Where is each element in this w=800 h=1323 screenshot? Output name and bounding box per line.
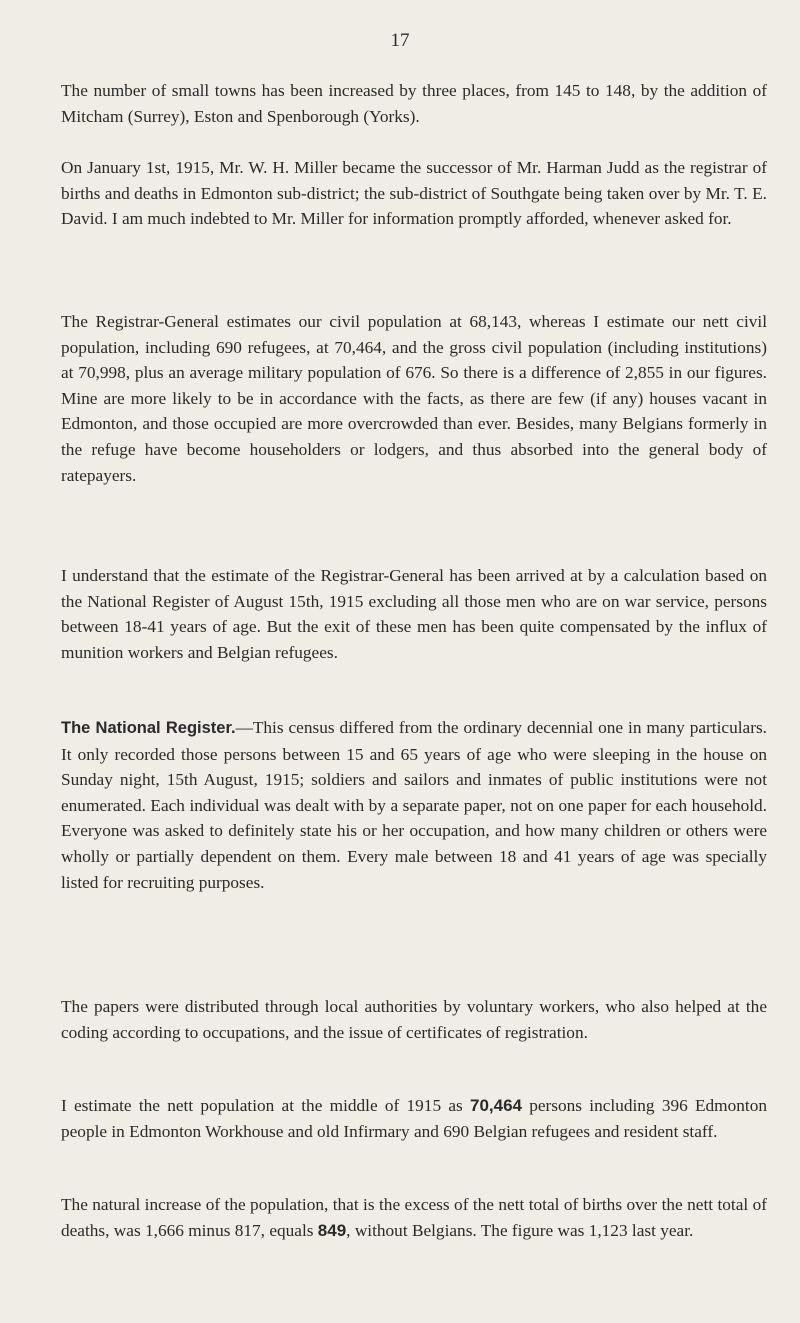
section-heading-national-register: The National Register. (61, 719, 236, 737)
paragraph-national-register (61, 715, 767, 895)
paragraph-natural-increase (61, 1192, 767, 1243)
paragraph-population-estimates: The Registrar-General estimates our civil population at 68,143, whereas I estimate our nett civil population, including 690 refugees, at 70,464, and the gross civil population (including institutions) at 70,998, plus an average military population of 676. So there is a difference of 2,855 in our figures. Mine are more likely to be in accordance with the facts, as there are few (if any) houses vacant in Edmonton, and those occupied are more overcrowded than ever. Besides, many Belgians formerly in the refuge have become householders or lodgers, and thus absorbed into the general body of ratepayers. (61, 312, 767, 485)
paragraph-papers-distribution: The papers were distributed through local authorities by voluntary workers, who also helped at the coding according to occupations, and the issue of certificates of registration. (61, 997, 767, 1042)
national-register-text: —This census differed from the ordinary decennial one in many particulars. It only recorded those persons between 15 and 65 years of age who were sleeping in the house on Sunday night, 15th August, 1915; soldiers and sailors and inmates of public institutions were not enumerated. Each individual was dealt with by a separate paper, not on one paper for each household. Everyone was asked to definitely state his or her occupation, and how many children or others were wholly or partially dependent on them. Every male between 18 and 41 years of age was specially listed for recruiting purposes. (61, 718, 767, 892)
nett-population-text-after: persons including 396 Edmonton people in Edmonton Workhouse and old Infirmary and 690 Belgian refugees and resident staff. (61, 1096, 767, 1141)
natural-increase-text-after: , without Belgians. The figure was 1,123 last year. (346, 1220, 694, 1240)
paragraph-nett-population (61, 1093, 767, 1144)
page-number: 17 (390, 30, 410, 51)
nett-population-figure: 70,464 (469, 1096, 522, 1115)
paragraph-registrar-general-estimate: I understand that the estimate of the Registrar-General has been arrived at by a calculation based on the National Register of August 15th, 1915 excluding all those men who are on war service, persons between 18-41 years of age. But the exit of these men has been quite compensated by the influx of munition workers and Belgian refugees. (61, 566, 767, 662)
nett-population-text-before: I estimate the nett population at the middle of 1915 as (61, 1096, 470, 1115)
natural-increase-figure: 849 (317, 1220, 347, 1240)
natural-increase-text-before: The natural increase of the population, that is the excess of the nett total of births over the nett total of deaths, was 1,666 minus 817, equals (61, 1195, 767, 1240)
paragraph-small-towns: The number of small towns has been increased by three places, from 145 to 148, by the addition of Mitcham (Surrey), Eston and Spenborough (Yorks). (61, 81, 767, 126)
paragraph-registrar-succession: On January 1st, 1915, Mr. W. H. Miller became the successor of Mr. Harman Judd as the registrar of births and deaths in Edmonton sub-district; the sub-district of Southgate being taken over by Mr. T. E. David. I am much indebted to Mr. Miller for information promptly afforded, whenever asked for. (61, 158, 767, 229)
